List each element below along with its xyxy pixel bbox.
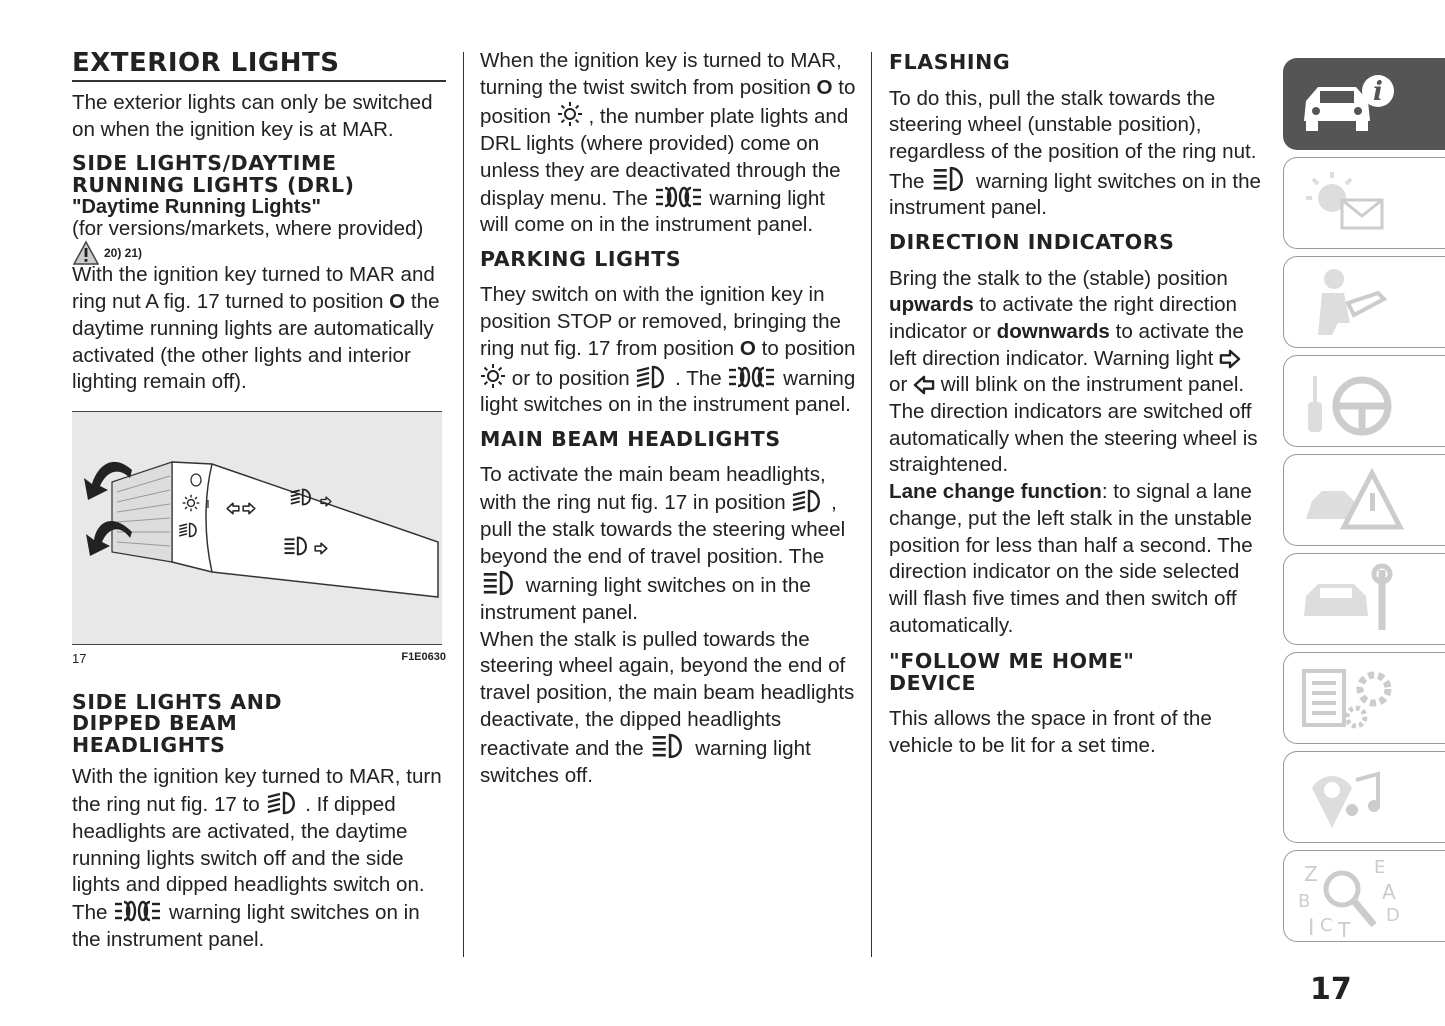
follow-me-heading: "FOLLOW ME HOME" DEVICE [889,649,1135,695]
page-number: 17 [1310,972,1352,1007]
tab-letter: Z [1304,862,1318,886]
sun-icon [557,101,583,127]
tab-safety[interactable] [1283,256,1445,348]
side-lights-icon [727,365,777,389]
column-divider [871,52,872,957]
main-beam-paragraph: To activate the main beam headlights, with the ring nut fig. 17 in position , pull the stalk towards the steering wheel beyond the end of travel position. The warning light switches on in the instrument panel. [480,463,846,624]
page-title: EXTERIOR LIGHTS [72,48,340,78]
car-tools-icon [1298,560,1408,640]
tab-letter: C [1320,915,1333,936]
flashing-heading: FLASHING [889,50,1011,74]
parking-heading: PARKING LIGHTS [480,246,682,271]
dipped-paragraph: With the ignition key turned to MAR, turn the ring nut fig. 17 to . If dipped headlights are activated, the daytime running lights switch off and the side lights and dipped headlights switch on. The warning light switches on in the instrument panel. [72,765,442,951]
steering-key-icon [1298,362,1408,442]
tab-starting[interactable] [1283,355,1445,447]
tab-emergency[interactable] [1283,454,1445,546]
parking-paragraph: They switch on with the ignition key in position STOP or removed, bringing the ring nut fig. 17 from position O to position or to position . The warning light switches on in the instrument panel. [480,283,856,417]
main-beam-off-paragraph: When the stalk is pulled towards the steering wheel again, beyond the end of travel position, the main beam headlights deactivate, the dipped headlights reactivate and the warning light switches off. [480,627,855,788]
figure-caption [72,651,446,666]
follow-me-paragraph: This allows the space in front of the vehicle to be lit for a set time. [889,707,1212,758]
airbag-icon [1298,263,1408,343]
sun-icon [480,363,506,389]
figure-17 [72,411,442,645]
main-beam-icon [649,733,689,759]
dipped-beam-icon [635,365,669,389]
drl-quote: "Daytime Running Lights" [72,196,321,219]
settings-list-icon [1298,659,1408,739]
dipped-beam-icon [266,791,300,815]
main-beam-heading: MAIN BEAM HEADLIGHTS [480,426,781,451]
flashing-paragraph: To do this, pull the stalk towards the steering wheel (unstable position), regardless of the position of the ring nut. The warning light switches on in the instrument panel. [889,86,1262,220]
stalk-illustration [72,412,442,644]
number-plate-paragraph: When the ignition key is turned to MAR, turning the twist switch from position O to position , the number plate lights and DRL lights (where provided) come on unless they are deactivated through the display menu. The warning light will come on in the instrument panel. [480,49,856,237]
tab-letter: E [1374,857,1386,878]
figure-code: F1E0630 [401,650,446,663]
direction-off-paragraph: The direction indicators are switched off automatically when the steering wheel is straightened. [889,400,1258,477]
index-search-icon [1290,853,1410,943]
drl-note: (for versions/markets, where provided) [72,217,424,241]
warning-refs: 20) 21) [104,246,143,261]
side-lights-icon [113,899,163,923]
left-arrow-icon [913,375,935,395]
column-1 [72,48,446,953]
tab-multimedia[interactable] [1283,751,1445,843]
lights-message-icon [1298,164,1408,244]
car-info-icon [1294,65,1404,145]
dipped-beam-icon [791,489,825,513]
tab-technical-data[interactable] [1283,652,1445,744]
right-arrow-icon [1219,349,1241,369]
tab-car-info[interactable] [1283,58,1445,150]
drl-heading: SIDE LIGHTS/DAYTIME RUNNING LIGHTS (DRL) [72,151,355,197]
tab-letter: I [1308,916,1315,941]
direction-heading: DIRECTION INDICATORS [889,230,1175,255]
title-rule [72,80,446,82]
main-beam-icon [480,570,520,596]
tab-letter: T [1338,918,1351,942]
tab-lights-message[interactable] [1283,157,1445,249]
main-beam-icon [930,166,970,192]
lane-change-paragraph: Lane change function: to signal a lane change, put the left stalk in the unstable position for less than half a second. The direction indicator on the side selected will flash five times and then switch off automatically. [889,480,1253,637]
column-2 [480,48,856,790]
tab-letter: A [1382,880,1396,904]
figure-number: 17 [72,650,87,666]
column-divider [463,52,464,957]
side-lights-icon [654,185,704,209]
column-3 [889,48,1264,760]
warning-triangle-icon [1298,461,1408,541]
dipped-heading: SIDE LIGHTS AND DIPPED BEAM HEADLIGHTS [72,689,283,757]
svg-text:i: i [1373,77,1383,107]
intro-paragraph: The exterior lights can only be switched on when the ignition key is at MAR. [72,91,433,141]
tab-letter: B [1298,891,1311,912]
multimedia-icon [1298,758,1408,838]
tab-letter: D [1386,905,1400,926]
tab-maintenance[interactable] [1283,553,1445,645]
tab-index[interactable] [1283,850,1445,942]
direction-paragraph: Bring the stalk to the (stable) position upwards to activate the right direction indicator or downwards to activate the left direction indicator. Warning light or will blink on the instrument panel. [889,266,1245,397]
drl-paragraph: With the ignition key turned to MAR and ring nut A fig. 17 turned to position O the daytime running lights are automatically activated (the other lights and interior lighting remain off). [72,263,440,394]
